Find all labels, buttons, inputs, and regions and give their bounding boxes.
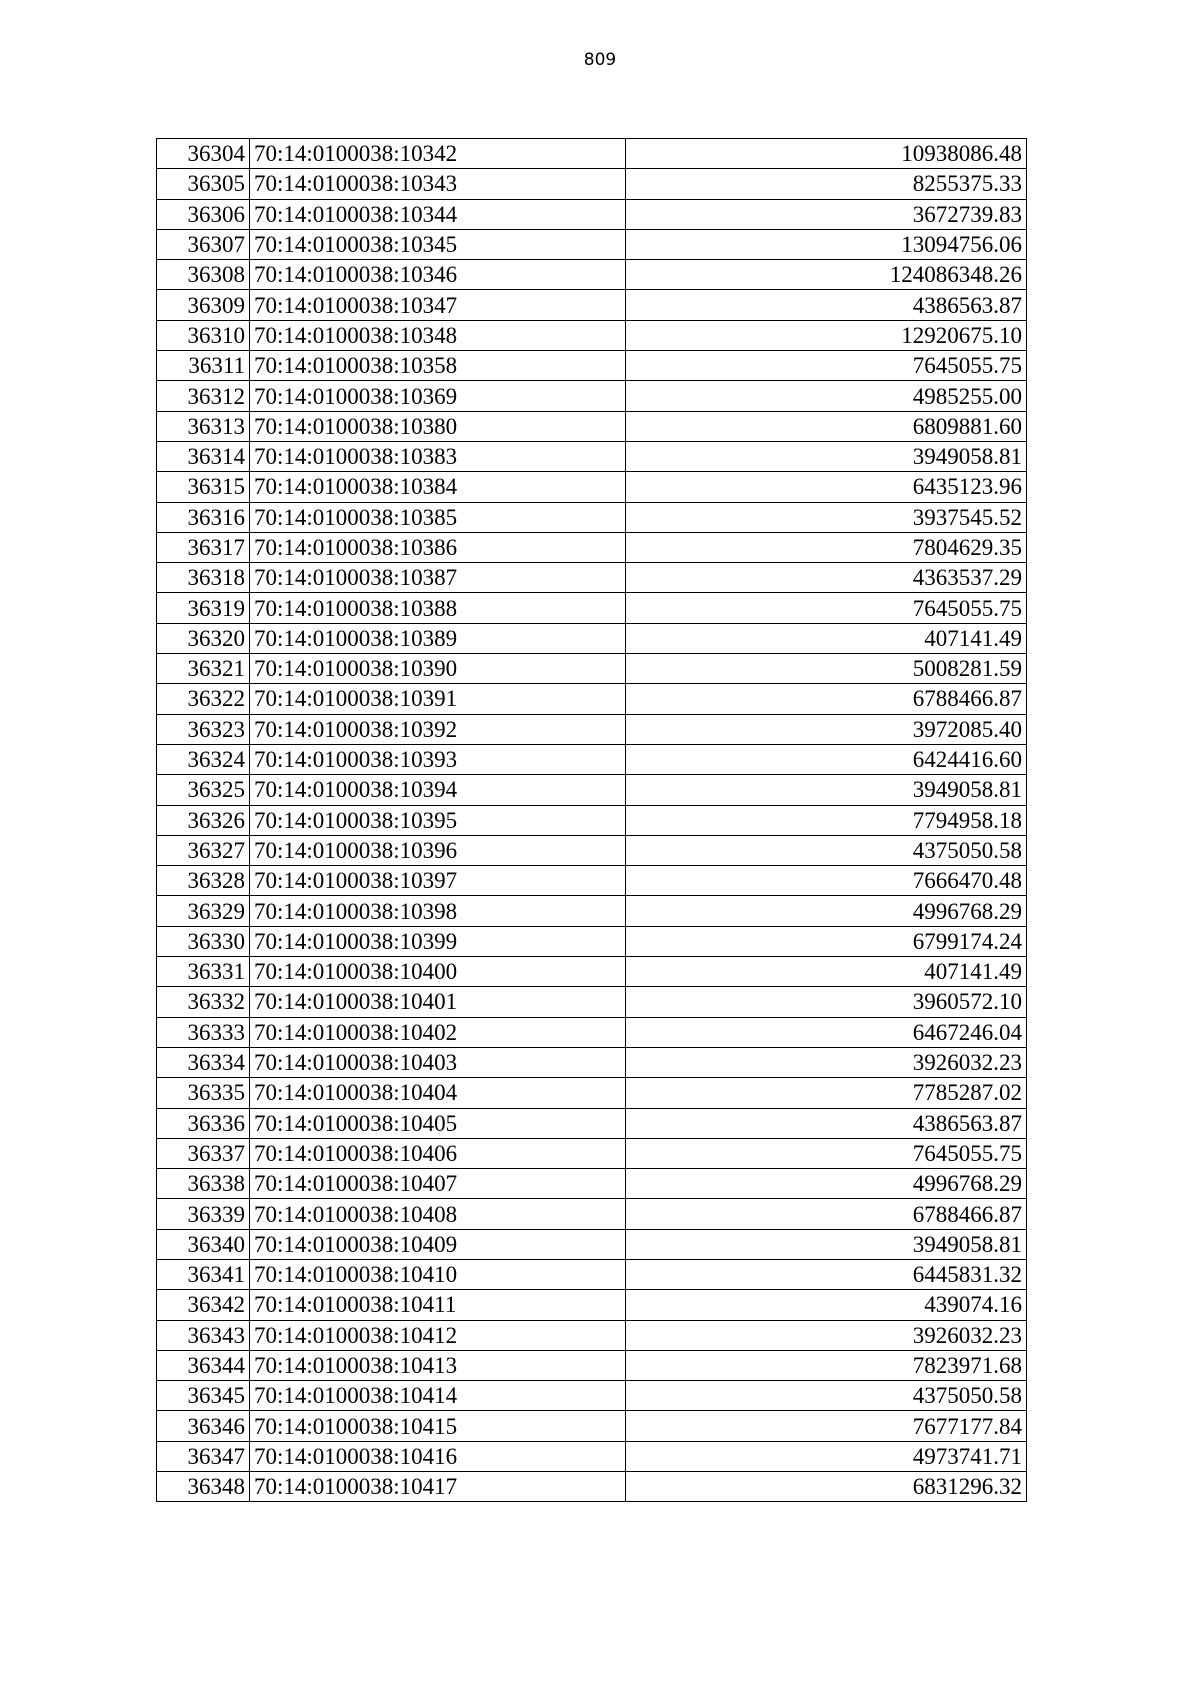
cadastral-number-cell: 70:14:0100038:10347	[250, 290, 626, 320]
cadastral-number-cell: 70:14:0100038:10358	[250, 351, 626, 381]
cadastral-number-cell: 70:14:0100038:10369	[250, 381, 626, 411]
cadastral-number-cell: 70:14:0100038:10380	[250, 411, 626, 441]
cadastral-number-cell: 70:14:0100038:10345	[250, 229, 626, 259]
row-number-cell: 36309	[157, 290, 250, 320]
row-number-cell: 36314	[157, 441, 250, 471]
cadastral-number-cell: 70:14:0100038:10409	[250, 1229, 626, 1259]
value-cell: 7677177.84	[626, 1411, 1027, 1441]
row-number-cell: 36311	[157, 351, 250, 381]
value-cell: 4973741.71	[626, 1441, 1027, 1471]
row-number-cell: 36323	[157, 714, 250, 744]
value-cell: 5008281.59	[626, 654, 1027, 684]
value-cell: 407141.49	[626, 623, 1027, 653]
row-number-cell: 36322	[157, 684, 250, 714]
value-cell: 3672739.83	[626, 199, 1027, 229]
value-cell: 407141.49	[626, 957, 1027, 987]
value-cell: 439074.16	[626, 1290, 1027, 1320]
value-cell: 6445831.32	[626, 1259, 1027, 1289]
table-row	[157, 1017, 1027, 1047]
row-number-cell: 36341	[157, 1259, 250, 1289]
cadastral-number-cell: 70:14:0100038:10386	[250, 532, 626, 562]
cadastral-number-cell: 70:14:0100038:10401	[250, 987, 626, 1017]
table-row	[157, 684, 1027, 714]
value-cell: 3949058.81	[626, 1229, 1027, 1259]
value-cell: 12920675.10	[626, 320, 1027, 350]
data-table	[156, 138, 1027, 1502]
table-body	[157, 139, 1027, 1502]
row-number-cell: 36336	[157, 1108, 250, 1138]
cadastral-number-cell: 70:14:0100038:10399	[250, 926, 626, 956]
cadastral-number-cell: 70:14:0100038:10398	[250, 896, 626, 926]
table-row	[157, 1381, 1027, 1411]
table-row	[157, 1472, 1027, 1502]
row-number-cell: 36347	[157, 1441, 250, 1471]
row-number-cell: 36316	[157, 502, 250, 532]
table-row	[157, 502, 1027, 532]
value-cell: 3972085.40	[626, 714, 1027, 744]
row-number-cell: 36313	[157, 411, 250, 441]
value-cell: 13094756.06	[626, 229, 1027, 259]
row-number-cell: 36333	[157, 1017, 250, 1047]
table-row	[157, 229, 1027, 259]
table-row	[157, 593, 1027, 623]
value-cell: 7645055.75	[626, 593, 1027, 623]
table-row	[157, 1138, 1027, 1168]
table-row	[157, 1320, 1027, 1350]
value-cell: 10938086.48	[626, 139, 1027, 169]
value-cell: 7645055.75	[626, 351, 1027, 381]
page-number: 809	[583, 50, 617, 70]
cadastral-number-cell: 70:14:0100038:10405	[250, 1108, 626, 1138]
cadastral-number-cell: 70:14:0100038:10407	[250, 1169, 626, 1199]
cadastral-number-cell: 70:14:0100038:10348	[250, 320, 626, 350]
value-cell: 4996768.29	[626, 1169, 1027, 1199]
value-cell: 3926032.23	[626, 1047, 1027, 1077]
cadastral-number-cell: 70:14:0100038:10417	[250, 1472, 626, 1502]
table-row	[157, 987, 1027, 1017]
cadastral-number-cell: 70:14:0100038:10394	[250, 775, 626, 805]
value-cell: 4996768.29	[626, 896, 1027, 926]
cadastral-number-cell: 70:14:0100038:10388	[250, 593, 626, 623]
table-row	[157, 775, 1027, 805]
cadastral-number-cell: 70:14:0100038:10415	[250, 1411, 626, 1441]
value-cell: 6435123.96	[626, 472, 1027, 502]
value-cell: 4985255.00	[626, 381, 1027, 411]
cadastral-number-cell: 70:14:0100038:10413	[250, 1350, 626, 1380]
table-row	[157, 532, 1027, 562]
cadastral-number-cell: 70:14:0100038:10403	[250, 1047, 626, 1077]
table-row	[157, 866, 1027, 896]
row-number-cell: 36332	[157, 987, 250, 1017]
table-row	[157, 835, 1027, 865]
cadastral-number-cell: 70:14:0100038:10389	[250, 623, 626, 653]
cadastral-number-cell: 70:14:0100038:10397	[250, 866, 626, 896]
value-cell: 4375050.58	[626, 1381, 1027, 1411]
table-row	[157, 896, 1027, 926]
table-row	[157, 1047, 1027, 1077]
row-number-cell: 36345	[157, 1381, 250, 1411]
row-number-cell: 36340	[157, 1229, 250, 1259]
value-cell: 6467246.04	[626, 1017, 1027, 1047]
row-number-cell: 36330	[157, 926, 250, 956]
table-row	[157, 1290, 1027, 1320]
row-number-cell: 36331	[157, 957, 250, 987]
value-cell: 3960572.10	[626, 987, 1027, 1017]
cadastral-number-cell: 70:14:0100038:10402	[250, 1017, 626, 1047]
value-cell: 6799174.24	[626, 926, 1027, 956]
table-row	[157, 1229, 1027, 1259]
row-number-cell: 36334	[157, 1047, 250, 1077]
value-cell: 4386563.87	[626, 1108, 1027, 1138]
table-row	[157, 260, 1027, 290]
value-cell: 3949058.81	[626, 441, 1027, 471]
cadastral-number-cell: 70:14:0100038:10343	[250, 169, 626, 199]
value-cell: 8255375.33	[626, 169, 1027, 199]
cadastral-number-cell: 70:14:0100038:10396	[250, 835, 626, 865]
row-number-cell: 36337	[157, 1138, 250, 1168]
table-row	[157, 563, 1027, 593]
cadastral-number-cell: 70:14:0100038:10408	[250, 1199, 626, 1229]
row-number-cell: 36344	[157, 1350, 250, 1380]
cadastral-number-cell: 70:14:0100038:10412	[250, 1320, 626, 1350]
value-cell: 7804629.35	[626, 532, 1027, 562]
value-cell: 7794958.18	[626, 805, 1027, 835]
value-cell: 3926032.23	[626, 1320, 1027, 1350]
value-cell: 4363537.29	[626, 563, 1027, 593]
table-row	[157, 926, 1027, 956]
cadastral-number-cell: 70:14:0100038:10392	[250, 714, 626, 744]
row-number-cell: 36346	[157, 1411, 250, 1441]
cadastral-number-cell: 70:14:0100038:10342	[250, 139, 626, 169]
table-row	[157, 654, 1027, 684]
cadastral-number-cell: 70:14:0100038:10410	[250, 1259, 626, 1289]
row-number-cell: 36325	[157, 775, 250, 805]
row-number-cell: 36328	[157, 866, 250, 896]
row-number-cell: 36321	[157, 654, 250, 684]
value-cell: 6809881.60	[626, 411, 1027, 441]
cadastral-number-cell: 70:14:0100038:10393	[250, 744, 626, 774]
row-number-cell: 36343	[157, 1320, 250, 1350]
cadastral-number-cell: 70:14:0100038:10400	[250, 957, 626, 987]
cadastral-number-cell: 70:14:0100038:10385	[250, 502, 626, 532]
value-cell: 7823971.68	[626, 1350, 1027, 1380]
value-cell: 3937545.52	[626, 502, 1027, 532]
cadastral-number-cell: 70:14:0100038:10391	[250, 684, 626, 714]
table-row	[157, 472, 1027, 502]
table-row	[157, 1108, 1027, 1138]
row-number-cell: 36307	[157, 229, 250, 259]
row-number-cell: 36319	[157, 593, 250, 623]
row-number-cell: 36326	[157, 805, 250, 835]
table-row	[157, 1169, 1027, 1199]
table-row	[157, 1411, 1027, 1441]
value-cell: 3949058.81	[626, 775, 1027, 805]
row-number-cell: 36327	[157, 835, 250, 865]
row-number-cell: 36335	[157, 1078, 250, 1108]
cadastral-number-cell: 70:14:0100038:10384	[250, 472, 626, 502]
cadastral-number-cell: 70:14:0100038:10404	[250, 1078, 626, 1108]
value-cell: 7666470.48	[626, 866, 1027, 896]
table-row	[157, 1441, 1027, 1471]
value-cell: 7785287.02	[626, 1078, 1027, 1108]
row-number-cell: 36320	[157, 623, 250, 653]
value-cell: 4386563.87	[626, 290, 1027, 320]
value-cell: 6831296.32	[626, 1472, 1027, 1502]
table-row	[157, 139, 1027, 169]
table-row	[157, 1078, 1027, 1108]
cadastral-number-cell: 70:14:0100038:10387	[250, 563, 626, 593]
table-row	[157, 199, 1027, 229]
table-row	[157, 290, 1027, 320]
cadastral-number-cell: 70:14:0100038:10346	[250, 260, 626, 290]
table-row	[157, 411, 1027, 441]
cadastral-number-cell: 70:14:0100038:10406	[250, 1138, 626, 1168]
row-number-cell: 36310	[157, 320, 250, 350]
table-row	[157, 351, 1027, 381]
table-row	[157, 1350, 1027, 1380]
value-cell: 6788466.87	[626, 1199, 1027, 1229]
table-row	[157, 441, 1027, 471]
row-number-cell: 36315	[157, 472, 250, 502]
table-row	[157, 957, 1027, 987]
value-cell: 4375050.58	[626, 835, 1027, 865]
row-number-cell: 36306	[157, 199, 250, 229]
row-number-cell: 36318	[157, 563, 250, 593]
table-row	[157, 169, 1027, 199]
value-cell: 6424416.60	[626, 744, 1027, 774]
table-row	[157, 1259, 1027, 1289]
table-row	[157, 623, 1027, 653]
row-number-cell: 36338	[157, 1169, 250, 1199]
table-row	[157, 805, 1027, 835]
cadastral-number-cell: 70:14:0100038:10414	[250, 1381, 626, 1411]
value-cell: 7645055.75	[626, 1138, 1027, 1168]
row-number-cell: 36324	[157, 744, 250, 774]
cadastral-number-cell: 70:14:0100038:10411	[250, 1290, 626, 1320]
table-row	[157, 381, 1027, 411]
table-row	[157, 1199, 1027, 1229]
row-number-cell: 36305	[157, 169, 250, 199]
table-row	[157, 744, 1027, 774]
row-number-cell: 36312	[157, 381, 250, 411]
row-number-cell: 36348	[157, 1472, 250, 1502]
cadastral-number-cell: 70:14:0100038:10390	[250, 654, 626, 684]
cadastral-number-cell: 70:14:0100038:10344	[250, 199, 626, 229]
cadastral-number-cell: 70:14:0100038:10383	[250, 441, 626, 471]
row-number-cell: 36304	[157, 139, 250, 169]
value-cell: 124086348.26	[626, 260, 1027, 290]
row-number-cell: 36339	[157, 1199, 250, 1229]
table-row	[157, 320, 1027, 350]
row-number-cell: 36317	[157, 532, 250, 562]
table-row	[157, 714, 1027, 744]
value-cell: 6788466.87	[626, 684, 1027, 714]
cadastral-number-cell: 70:14:0100038:10395	[250, 805, 626, 835]
row-number-cell: 36342	[157, 1290, 250, 1320]
row-number-cell: 36308	[157, 260, 250, 290]
cadastral-number-cell: 70:14:0100038:10416	[250, 1441, 626, 1471]
row-number-cell: 36329	[157, 896, 250, 926]
